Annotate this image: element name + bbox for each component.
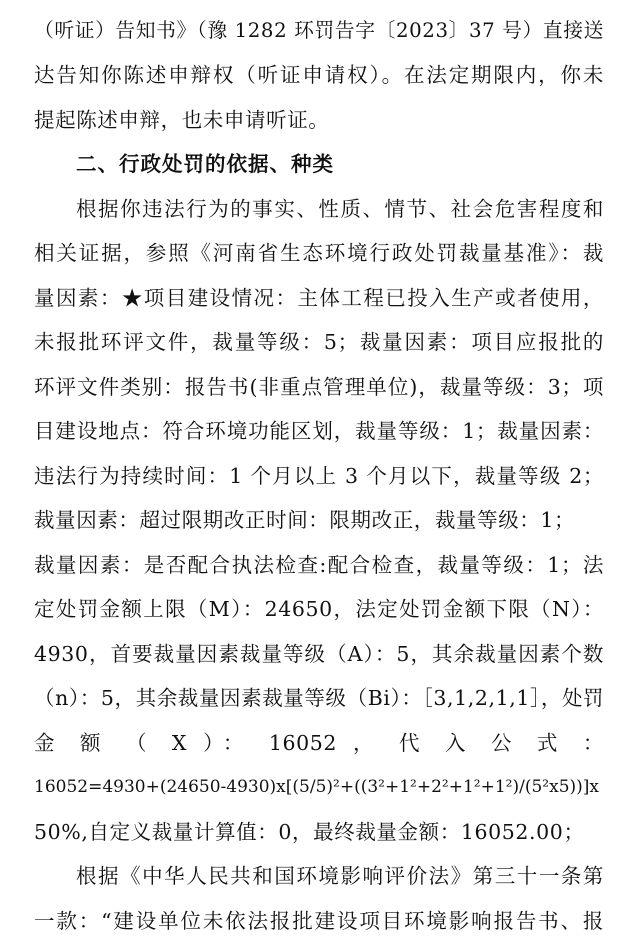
paragraph-line: 量因素：★项目建设情况：主体工程已投入生产或者使用，: [34, 286, 604, 310]
paragraph-line: （听证）告知书》（豫 1282 环罚告字〔2023〕37 号）直接送: [34, 19, 604, 42]
paragraph-line: 达告知你陈述申辩权（听证申请权）。在法定期限内，你未: [34, 63, 604, 87]
paragraph-line: （n）：5，其余裁量因素裁量等级（Bi）：［3,1,2,1,1］，处罚: [34, 686, 605, 710]
paragraph-line: 根据《中华人民共和国环境影响评价法》第三十一条第: [76, 864, 604, 888]
paragraph-line: 裁量因素：是否配合执法检查:配合检查，裁量等级：1；法: [34, 553, 604, 577]
section-heading: 二、行政处罚的依据、种类: [76, 152, 334, 176]
paragraph-line: 50%,自定义裁量计算值：0，最终裁量金额：16052.00；: [34, 820, 585, 844]
paragraph-line: 环评文件类别：报告书(非重点管理单位)，裁量等级：3；项: [34, 375, 604, 399]
paragraph-line: 根据你违法行为的事实、性质、情节、社会危害程度和: [76, 197, 604, 221]
paragraph-line: 裁量因素：超过限期改正时间：限期改正，裁量等级：1；: [34, 508, 576, 532]
paragraph-line: 目建设地点：符合环境功能区划，裁量等级：1；裁量因素：: [34, 419, 604, 443]
paragraph-line: 相关证据，参照《河南省生态环境行政处罚裁量基准》：裁: [34, 241, 604, 265]
paragraph-line: 一款：“建设单位未依法报批建设项目环境影响报告书、报: [34, 909, 604, 933]
paragraph-line: 4930，首要裁量因素裁量等级（A）：5，其余裁量因素个数: [34, 642, 604, 666]
paragraph-line: 违法行为持续时间：1 个月以上 3 个月以下，裁量等级 2；: [34, 464, 604, 488]
formula-line: 16052=4930+(24650-4930)x[(5/5)²+((3²+1²+2²+1²+1²)/(5²x5))]x: [34, 777, 599, 797]
paragraph-line: 定处罚金额上限（M）：24650，法定处罚金额下限（N）：: [34, 597, 604, 621]
paragraph-line: 提起陈述申辩，也未申请听证。: [34, 108, 330, 132]
paragraph-line: 未报批环评文件，裁量等级：5；裁量因素：项目应报批的: [34, 330, 604, 354]
paragraph-line: 金 额 （ X ）： 16052 ， 代 入 公 式 ：: [34, 731, 604, 755]
